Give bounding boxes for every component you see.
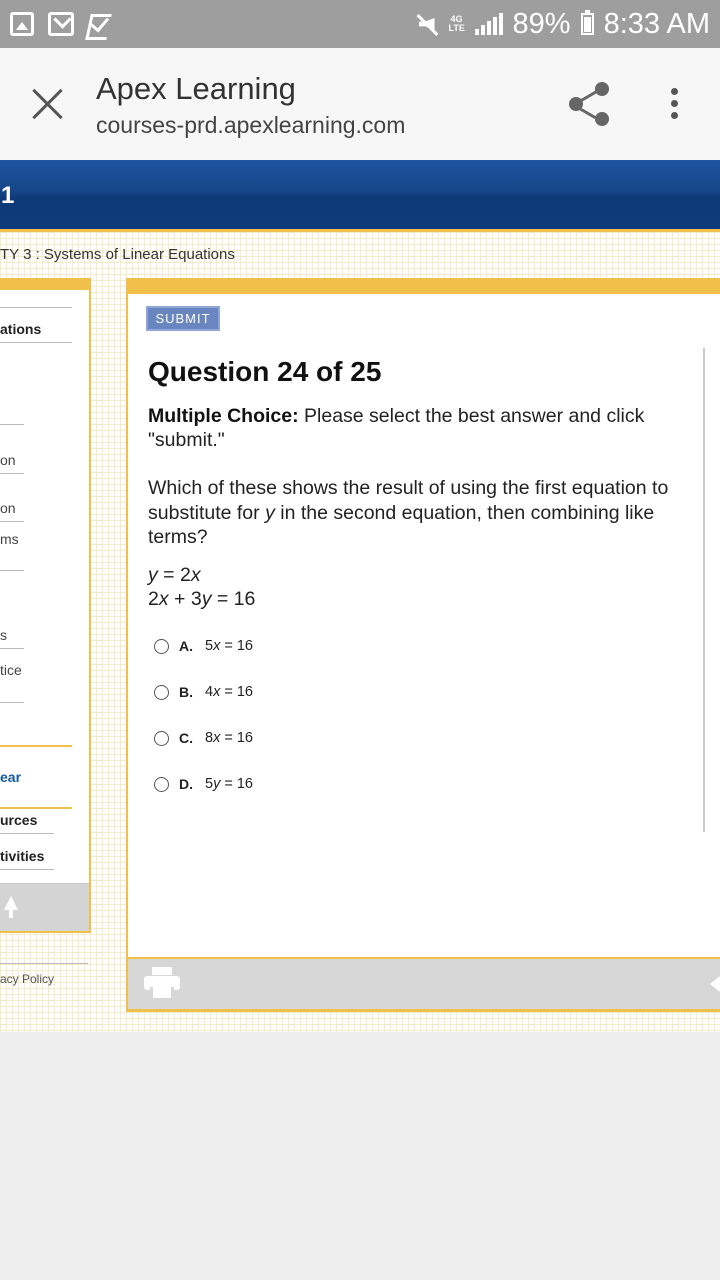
answer-option-b[interactable]: B. 4x = 16: [154, 680, 253, 704]
previous-arrow-icon[interactable]: [710, 973, 720, 995]
status-bar: [0, 0, 720, 48]
battery-percent: 89%: [512, 7, 571, 40]
question-title: Question 24 of 25: [148, 356, 382, 387]
unit-number: 1: [1, 182, 15, 209]
browser-toolbar: [0, 48, 720, 160]
privacy-policy-link[interactable]: acy Policy: [0, 963, 88, 986]
answer-option-a[interactable]: A. 5x = 16: [154, 634, 253, 658]
sidebar-item-active[interactable]: ear: [0, 769, 22, 785]
course-page: [0, 160, 720, 1032]
close-icon[interactable]: [30, 86, 66, 122]
sidebar-item[interactable]: s: [0, 627, 7, 643]
more-options-icon[interactable]: [668, 88, 680, 124]
radio-button[interactable]: [154, 639, 169, 654]
sidebar-item[interactable]: ations: [0, 321, 42, 337]
print-icon[interactable]: [144, 967, 180, 1001]
sidebar-item[interactable]: on: [0, 500, 16, 516]
page-title: Apex Learning: [96, 71, 296, 106]
sidebar-item[interactable]: urces: [0, 812, 38, 828]
battery-icon: [581, 13, 594, 35]
network-type: 4G LTE: [448, 14, 465, 33]
url-text[interactable]: courses-prd.apexlearning.com: [96, 112, 406, 138]
sidebar-item[interactable]: on: [0, 452, 16, 468]
gmail-notification-icon: [48, 12, 74, 36]
question-text: Which of these shows the result of using the first equation to substitute for y in the second equation, then combining like terms?: [148, 477, 669, 548]
question-toolbar: [126, 957, 720, 1011]
task-notification-icon: [88, 12, 112, 36]
sidebar-item[interactable]: tivities: [0, 848, 45, 864]
submit-button[interactable]: SUBMIT: [146, 306, 220, 331]
radio-button[interactable]: [154, 777, 169, 792]
radio-button[interactable]: [154, 731, 169, 746]
question-instruction: Multiple Choice: Please select the best answer and click "submit.": [148, 405, 645, 451]
answer-option-d[interactable]: D. 5y = 16: [154, 772, 253, 796]
sidebar-footer: [0, 883, 89, 931]
equation-2: 2x + 3y = 16: [148, 588, 256, 610]
equation-1: y = 2x: [148, 564, 201, 586]
radio-button[interactable]: [154, 685, 169, 700]
answer-option-c[interactable]: C. 8x = 16: [154, 726, 253, 750]
scrollbar[interactable]: [703, 348, 705, 832]
course-header: [0, 160, 720, 232]
share-icon[interactable]: [567, 82, 611, 126]
up-arrow-icon[interactable]: [4, 896, 18, 918]
gallery-notification-icon: [10, 12, 34, 36]
breadcrumb: TY 3 : Systems of Linear Equations: [0, 246, 235, 263]
mute-icon: [415, 13, 439, 35]
signal-strength-icon: [475, 13, 503, 35]
sidebar-item[interactable]: tice: [0, 662, 22, 678]
clock: 8:33 AM: [603, 7, 710, 40]
sidebar-item[interactable]: ms: [0, 531, 19, 547]
question-panel: [126, 278, 720, 1012]
sidebar-nav: [0, 278, 91, 933]
